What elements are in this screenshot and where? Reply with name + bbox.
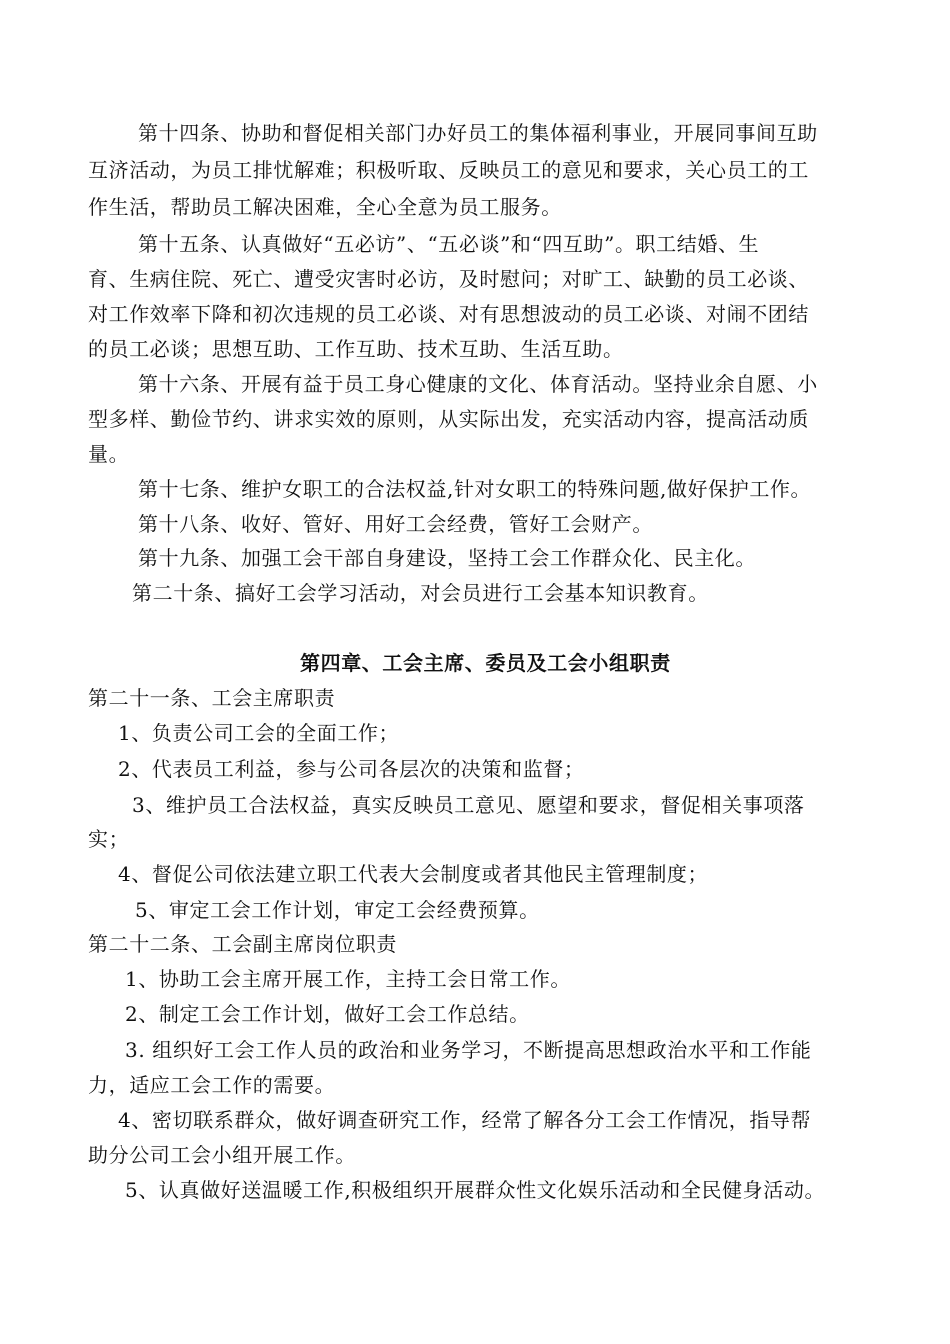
article-22-item-3-line-1: 3. 组织好工会工作人员的政治和业务学习，不断提高思想政治水平和工作能: [125, 1038, 812, 1062]
article-21-item-1: 1、负责公司工会的全面工作；: [118, 721, 400, 745]
chapter-4-title: 第四章、工会主席、委员及工会小组职责: [300, 651, 671, 675]
article-15-line-1: 第十五条、认真做好“五必访”、“五必谈”和“四互助”。职工结婚、生: [138, 232, 760, 256]
article-15-line-2: 育、生病住院、死亡、遭受灾害时必访，及时慰问；对旷工、缺勤的员工必谈、: [88, 267, 809, 291]
article-16-line-1: 第十六条、开展有益于员工身心健康的文化、体育活动。坚持业余自愿、小: [138, 372, 818, 396]
article-21-item-3-line-1: 3、维护员工合法权益，真实反映员工意见、愿望和要求，督促相关事项落: [132, 793, 805, 817]
article-16-line-2: 型多样、勤俭节约、讲求实效的原则，从实际出发，充实活动内容，提高活动质: [88, 407, 809, 431]
article-21-item-5: 5、审定工会工作计划，审定工会经费预算。: [135, 898, 540, 922]
article-22-item-4-line-1: 4、密切联系群众，做好调查研究工作，经常了解各分工会工作情况，指导帮: [118, 1108, 812, 1132]
article-17: 第十七条、维护女职工的合法权益,针对女职工的特殊问题,做好保护工作。: [138, 477, 812, 501]
article-21-item-2: 2、代表员工利益，参与公司各层次的决策和监督；: [118, 757, 585, 781]
article-21-item-4: 4、督促公司依法建立职工代表大会制度或者其他民主管理制度；: [118, 862, 709, 886]
article-19: 第十九条、加强工会干部自身建设，坚持工会工作群众化、民主化。: [138, 546, 756, 570]
article-15-line-3: 对工作效率下降和初次违规的员工必谈、对有思想波动的员工必谈、对闹不团结: [88, 302, 809, 326]
article-18: 第十八条、收好、管好、用好工会经费，管好工会财产。: [138, 512, 653, 536]
article-21-item-3-line-2: 实；: [88, 827, 130, 851]
article-22-item-4-line-2: 助分公司工会小组开展工作。: [88, 1143, 356, 1167]
article-14-line-3: 作生活，帮助员工解决困难，全心全意为员工服务。: [88, 195, 562, 219]
article-22-item-1: 1、协助工会主席开展工作，主持工会日常工作。: [125, 967, 571, 991]
article-22-item-3-line-2: 力，适应工会工作的需要。: [88, 1073, 336, 1097]
article-14-line-2: 互济活动，为员工排忧解难；积极听取、反映员工的意见和要求，关心员工的工: [88, 158, 809, 182]
article-22-item-5: 5、认真做好送温暖工作,积极组织开展群众性文化娱乐活动和全民健身活动。: [125, 1178, 826, 1202]
article-20: 第二十条、搞好工会学习活动，对会员进行工会基本知识教育。: [132, 581, 709, 605]
article-14-line-1: 第十四条、协助和督促相关部门办好员工的集体福利事业，开展同事间互助: [138, 121, 818, 145]
article-15-line-4: 的员工必谈；思想互助、工作互助、技术互助、生活互助。: [88, 337, 624, 361]
article-16-line-3: 量。: [88, 442, 130, 466]
article-22-title: 第二十二条、工会副主席岗位职责: [88, 932, 397, 956]
article-21-title: 第二十一条、工会主席职责: [88, 686, 336, 710]
article-22-item-2: 2、制定工会工作计划，做好工会工作总结。: [125, 1002, 530, 1026]
